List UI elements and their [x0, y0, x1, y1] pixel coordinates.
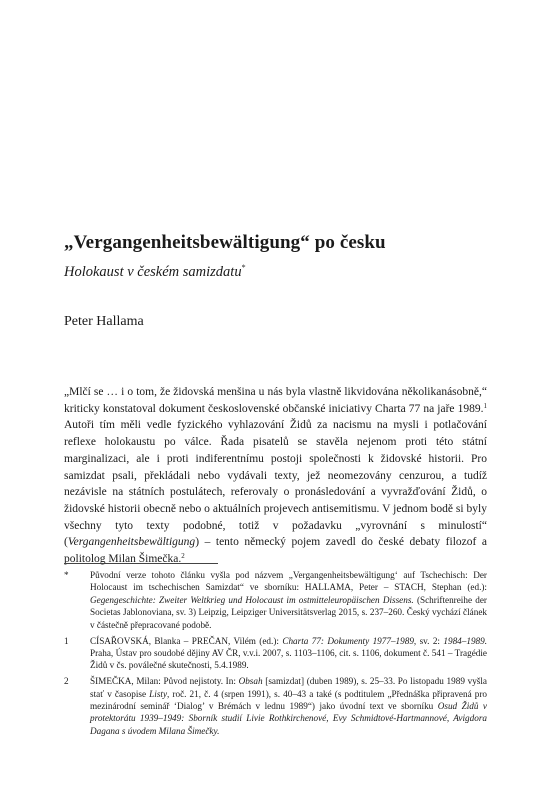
footnote-italic: Charta 77: Dokumenty 1977–1989 — [282, 635, 414, 646]
footnote-mark: * — [64, 570, 69, 580]
author-name: Peter Hallama — [64, 314, 144, 329]
footnote-text: [samizdat] (duben 1989), s. 25–33. Po listopadu 1989 vyšla stať v časopise — [90, 676, 487, 699]
footnote-text: CÍSAŘOVSKÁ, Blanka – PREČAN, Vilém (ed.): — [90, 635, 283, 646]
footnote-text: Praha, Ústav pro soudobé dějiny AV ČR, v.v.i. 2007, s. 1103–1106, cit. s. 1106, dokument č. 541 – Tragédie Židů v čs. poválečné skutečnosti, 5.4.1989. — [90, 647, 487, 671]
footnote-star — [64, 569, 487, 631]
footnote-ref-2[interactable]: 2 — [181, 552, 185, 561]
subtitle-text: Holokaust v českém samizdatu — [64, 264, 242, 280]
footnote-text: , sv. 2: — [413, 635, 444, 646]
footnotes-section — [64, 569, 487, 741]
body-term-italic: Vergangenheitsbewältigung — [67, 536, 196, 549]
footnote-italic: Listy — [149, 688, 168, 699]
footnote-text: , roč. 21, č. 4 (srpen 1991), s. 40–43 a také (s podtitulem „Přednáška připravená pro mezinárodní seminář ‘Dialog’ v Brémách v lednu 1989“) jako úvodní text ve sborníku — [90, 688, 488, 712]
footnote-italic: Obsah — [238, 676, 263, 687]
footnote-text: ŠIMEČKA, Milan: Původ nejistoty. In: — [90, 676, 239, 687]
footnote-ref-1[interactable]: 1 — [483, 401, 487, 410]
footnote-separator — [64, 563, 218, 564]
footnote-italic: Osud Židů v protektorátu 1939–1949: Sborník studií Livie Rothkirchenové, Evy Schmidtové-Hartmannové, Avigdora Dagana s úvodem Milana Šimečky. — [90, 701, 487, 736]
body-paragraph — [64, 384, 487, 568]
footnote-2 — [64, 675, 487, 737]
body-text-part: ) – tento německý pojem zavedl do české debaty filozof a politolog Milan Šimečka. — [64, 536, 487, 566]
footnote-text: Původní verze tohoto článku vyšla pod názvem „Vergangenheitsbewältigung‘ auf Tschechisch: Der Holocaust im tschechischen Samizdat“ ve sborníku: HALLAMA, Peter – STACH, Stephan (ed.): — [90, 570, 487, 593]
body-text-part: „Mlčí se … i o tom, že židovská menšina u nás byla vlastně likvidována několikanásobně,“ kriticky konstatoval dokument československé občanské iniciativy Charta 77 na jaře 1989. — [64, 386, 487, 415]
footnote-italic: Gegengeschichte: Zweiter Weltkrieg und Holocaust im ostmitteleuropäischen Dissens. — [90, 594, 414, 605]
article-subtitle — [64, 263, 484, 281]
footnote-mark: 2 — [64, 676, 69, 687]
footnote-mark: 1 — [64, 635, 69, 646]
footnote-italic: 1984–1989. — [443, 635, 488, 646]
article-title: „Vergangenheitsbewältigung“ po česku — [64, 232, 386, 253]
subtitle-footnote-mark[interactable]: * — [241, 263, 246, 272]
body-text-part: Autoři tím měli vedle fyzického vyhlazování Židů za nacismu na mysli i potlačování reflexe holokaustu po válce. Řada pisatelů se stavěla nejenom proti této státní marginalizaci, ale i proti indiferentnímu postoji společnosti k židovské historii. Pro samizdat psali, překládali nebo vydávali texty, jež neomezovány cenzurou, a tudíž nezávisle na státních postulátech, referovaly o pronásledování a vyvražďování Židů, o židovské historii obecně nebo o aktuálních projevech antisemitismu. V jednom bodě si byly všechny tyto texty podobné, totiž v požadavku „vyrovnání s minulostí“ ( — [64, 419, 487, 549]
footnote-1 — [64, 635, 487, 672]
footnote-text: (Schriftenreihe der Societas Jablonoviana, sv. 3) Leipzig, Leipziger Universitätsverlag 2015, s. 237–260. Český vychází článek v částečně přepracované podobě. — [90, 594, 487, 630]
